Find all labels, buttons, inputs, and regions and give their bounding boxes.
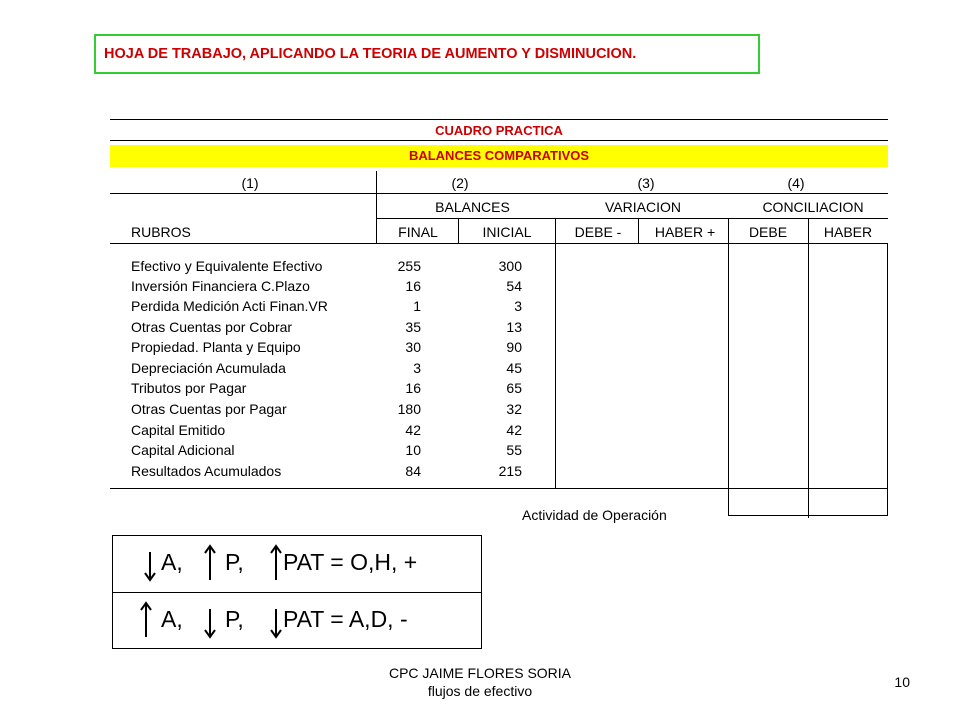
- formula-box: [112, 535, 482, 649]
- subheader-haber-conciliacion: HABER: [823, 224, 873, 240]
- row-label: Capital Adicional: [131, 442, 235, 458]
- row-inicial: 3: [514, 298, 522, 314]
- row-inicial: 215: [498, 463, 522, 479]
- row-final: 10: [405, 442, 421, 458]
- subheader-final: FINAL: [398, 224, 438, 240]
- col-number-3: (3): [637, 175, 655, 191]
- subheader-haber-variacion: HABER +: [654, 224, 716, 240]
- table-bottom-border: [110, 488, 888, 489]
- group-header-balances: BALANCES: [435, 199, 510, 215]
- header-divider: [728, 219, 729, 243]
- row-final: 255: [397, 258, 421, 274]
- row-inicial: 300: [498, 258, 522, 274]
- header-divider: [458, 219, 459, 243]
- worksheet-title: HOJA DE TRABAJO, APLICANDO LA TEORIA DE AUMENTO Y DISMINUCION.: [94, 34, 760, 74]
- row-final: 30: [405, 339, 421, 355]
- down-arrow-icon: [203, 607, 217, 639]
- formula-row-increase: [113, 536, 481, 592]
- subheader-rubros: RUBROS: [131, 224, 191, 240]
- formula-a: A,: [161, 549, 183, 575]
- subheader-debe-variacion: DEBE -: [574, 224, 622, 240]
- down-arrow-icon: [143, 550, 157, 582]
- row-inicial: 54: [506, 278, 522, 294]
- row-inicial: 45: [506, 360, 522, 376]
- subheader-underline: [110, 243, 888, 244]
- row-inicial: 32: [506, 401, 522, 417]
- subheader-debe-conciliacion: DEBE: [748, 224, 788, 240]
- activity-box-bottom: [728, 515, 888, 516]
- formula-p: P,: [225, 549, 244, 575]
- row-label: Resultados Acumulados: [131, 463, 282, 479]
- footer-subtitle: flujos de efectivo: [427, 683, 533, 699]
- footer-author: CPC JAIME FLORES SORIA: [388, 665, 572, 681]
- formula-row-decrease: [113, 593, 481, 649]
- conciliacion-column-divider: [728, 243, 729, 515]
- row-label: Depreciación Acumulada: [131, 360, 286, 376]
- row-label: Inversión Financiera C.Plazo: [131, 278, 310, 294]
- row-label: Capital Emitido: [131, 422, 226, 438]
- row-label: Perdida Medición Acti Finan.VR: [131, 298, 328, 314]
- row-final: 84: [405, 463, 421, 479]
- header-divider: [638, 219, 639, 243]
- row-label: Otras Cuentas por Cobrar: [131, 319, 293, 335]
- activity-label: Actividad de Operación: [522, 507, 667, 523]
- cuadro-practica-bar: CUADRO PRACTICA: [110, 119, 888, 141]
- row-final: 16: [405, 380, 421, 396]
- row-inicial: 90: [506, 339, 522, 355]
- group-header-variacion: VARIACION: [605, 199, 681, 215]
- up-arrow-icon: [139, 601, 153, 639]
- row-final: 35: [405, 319, 421, 335]
- row-label: Otras Cuentas por Pagar: [131, 401, 287, 417]
- header-divider: [376, 171, 377, 243]
- row-final: 16: [405, 278, 421, 294]
- balances-comparativos-bar: BALANCES COMPARATIVOS: [110, 145, 888, 167]
- row-final: 42: [405, 422, 421, 438]
- col-number-1: (1): [241, 175, 259, 191]
- col-number-2: (2): [451, 175, 469, 191]
- col-number-4: (4): [787, 175, 805, 191]
- header-divider: [555, 219, 556, 243]
- header-divider: [808, 219, 809, 243]
- row-inicial: 55: [506, 442, 522, 458]
- conciliacion-inner-divider: [808, 243, 809, 518]
- row-inicial: 65: [506, 380, 522, 396]
- footer: [330, 664, 630, 700]
- page-number: 10: [894, 674, 910, 690]
- row-label: Efectivo y Equivalente Efectivo: [131, 258, 323, 274]
- group-header-conciliacion: CONCILIACION: [762, 199, 864, 215]
- formula-p: P,: [225, 606, 244, 632]
- table-right-border: [887, 243, 888, 515]
- row-final: 180: [397, 401, 421, 417]
- down-arrow-icon: [269, 607, 283, 639]
- group-header-underline: [376, 218, 888, 219]
- variacion-column-divider: [555, 243, 556, 488]
- formula-pat: PAT = A,D, -: [283, 606, 408, 632]
- formula-pat: PAT = O,H, +: [283, 549, 418, 575]
- up-arrow-icon: [203, 544, 217, 582]
- row-final: 1: [413, 298, 421, 314]
- row-final: 3: [413, 360, 421, 376]
- subheader-inicial: INICIAL: [482, 224, 532, 240]
- col-number-underline: [110, 193, 888, 194]
- row-inicial: 13: [506, 319, 522, 335]
- row-label: Propiedad. Planta y Equipo: [131, 339, 301, 355]
- up-arrow-icon: [269, 544, 283, 582]
- row-label: Tributos por Pagar: [131, 380, 247, 396]
- formula-a: A,: [161, 606, 183, 632]
- row-inicial: 42: [506, 422, 522, 438]
